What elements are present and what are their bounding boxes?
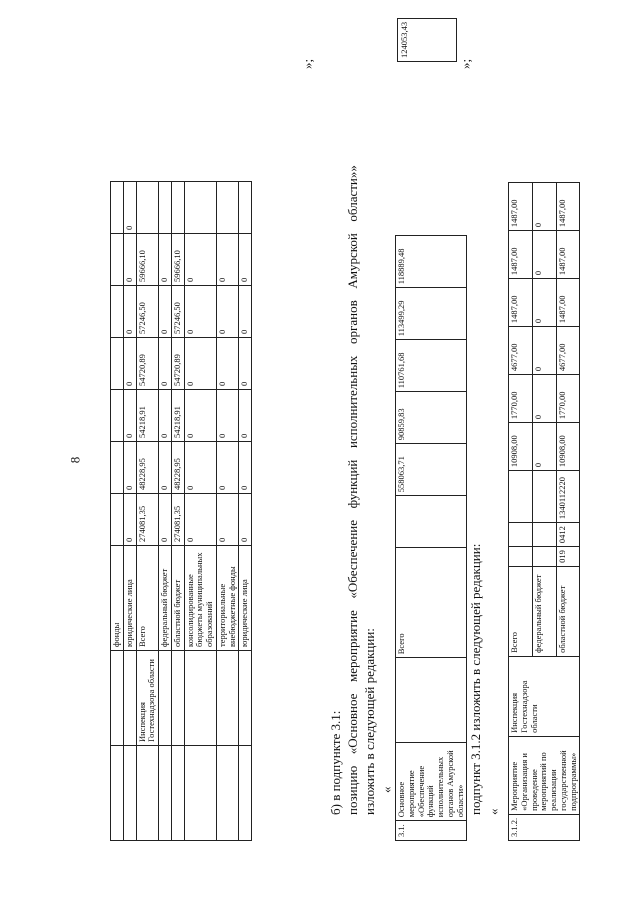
value-cell — [159, 182, 172, 234]
source-cell: Всего — [136, 546, 159, 651]
value-cell: 4677,00 — [556, 327, 580, 375]
value-cell: 0 — [123, 182, 136, 234]
value-cell: 0 — [159, 234, 172, 286]
word: «Основное — [345, 693, 360, 755]
value-cell: 0 — [159, 494, 172, 546]
table-row — [216, 182, 239, 841]
value-cell: 54218,91 — [136, 390, 159, 442]
value-cell: 59666,10 — [171, 234, 184, 286]
value-cell: 57246,50 — [171, 286, 184, 338]
value-cell: 0 — [239, 286, 252, 338]
value-cell: 0 — [123, 234, 136, 286]
value-cell: 0 — [216, 338, 239, 390]
value-cell: 0 — [123, 286, 136, 338]
value-cell: 10908,00 — [556, 423, 580, 471]
source-cell: территориальные внебюджетные фонды — [216, 546, 239, 651]
value-cell — [111, 234, 124, 286]
value-cell — [136, 182, 159, 234]
budget-code-cell — [532, 523, 556, 547]
value-cell: 113499,29 — [396, 288, 467, 340]
source-cell: юридические лица — [239, 546, 252, 651]
open-quote: « — [486, 808, 501, 815]
table-row — [509, 183, 533, 841]
value-cell: 0 — [123, 442, 136, 494]
edit-instruction-text: изложить в следующей редакции: — [362, 628, 377, 815]
value-cell: 0 — [184, 390, 216, 442]
source-cell: консолидированные бюджеты муниципальных образований — [184, 546, 216, 651]
table-row — [123, 182, 136, 841]
budget-code-cell — [509, 547, 533, 567]
value-cell: 558063,71 — [396, 444, 467, 496]
value-cell: 0 — [123, 494, 136, 546]
value-cell: 1487,00 — [556, 231, 580, 279]
source-cell: федеральный бюджет — [159, 546, 172, 651]
table-row — [136, 182, 159, 841]
source-cell: юридические лица — [123, 546, 136, 651]
executor-cell — [184, 651, 216, 746]
value-cell: 1487,00 — [509, 279, 533, 327]
table-budget-continuation — [110, 181, 252, 841]
table-row — [184, 182, 216, 841]
word: области»» — [345, 165, 360, 222]
value-cell — [396, 496, 467, 548]
value-cell: 57246,50 — [136, 286, 159, 338]
executor-cell — [216, 651, 239, 746]
value-cell: 0 — [532, 183, 556, 231]
executor-cell — [123, 651, 136, 746]
value-cell: 0 — [239, 494, 252, 546]
page-number: 8 — [67, 456, 83, 464]
value-cell: 110761,68 — [396, 340, 467, 392]
source-cell: областной бюджет — [171, 546, 184, 651]
value-cell: 0 — [532, 423, 556, 471]
table-row — [396, 236, 467, 841]
value-cell: 48228,95 — [171, 442, 184, 494]
word: Амурской — [345, 233, 360, 289]
value-cell: 59666,10 — [136, 234, 159, 286]
value-cell: 54720,89 — [136, 338, 159, 390]
row-number: 3.1.2. — [509, 814, 580, 840]
value-cell: 0 — [184, 494, 216, 546]
value-cell — [111, 494, 124, 546]
value-cell: 48228,95 — [136, 442, 159, 494]
table-row — [111, 182, 124, 841]
word: мероприятие — [345, 610, 360, 682]
executor-cell: Инспекция Гостехнадзора области — [509, 656, 580, 736]
open-quote: « — [379, 786, 394, 793]
value-cell: 54720,89 — [171, 338, 184, 390]
item-b-text: б) в подпункте 3.1: — [328, 710, 343, 815]
value-cell: 1487,00 — [509, 183, 533, 231]
value-cell: 0 — [532, 327, 556, 375]
value-cell: 0 — [184, 286, 216, 338]
measure-name: Мероприятие «Организация и проведение мероприятий по реализации государственной подпрограммы» — [509, 736, 580, 814]
source-cell: Всего — [509, 566, 533, 656]
table-measure-3-1 — [395, 235, 467, 841]
budget-code-cell — [532, 471, 556, 523]
position-text-line — [345, 165, 361, 815]
executor-cell — [159, 651, 172, 746]
value-cell: 0 — [184, 234, 216, 286]
value-cell: 1487,00 — [556, 279, 580, 327]
blank-cell — [123, 746, 136, 841]
value-cell: 0 — [216, 286, 239, 338]
value-cell: 0 — [159, 338, 172, 390]
value-cell: 124053,43 — [397, 18, 457, 62]
value-cell: 0 — [239, 338, 252, 390]
value-cell: 0 — [159, 390, 172, 442]
value-cell: 1770,00 — [556, 375, 580, 423]
value-cell: 90859,83 — [396, 392, 467, 444]
value-cell: 274081,35 — [171, 494, 184, 546]
source-cell: федеральный бюджет — [532, 566, 556, 656]
value-cell: 0 — [239, 442, 252, 494]
value-cell: 0 — [239, 234, 252, 286]
executor-cell — [239, 651, 252, 746]
value-cell — [171, 182, 184, 234]
value-cell — [111, 390, 124, 442]
executor-cell — [171, 651, 184, 746]
value-cell: 0 — [123, 390, 136, 442]
blank-cell — [111, 746, 124, 841]
blank-cell — [239, 746, 252, 841]
value-cell: 0 — [532, 231, 556, 279]
budget-code-cell: 019 — [556, 547, 580, 567]
executor-cell: Инспекция Гостехнадзора области — [136, 651, 159, 746]
close-quote: »; — [458, 58, 473, 69]
value-cell: 0 — [216, 442, 239, 494]
value-cell: 0 — [159, 286, 172, 338]
measure-name: Основное мероприятие «Обеспечение функций исполнительных органов Амурской области» — [396, 743, 467, 821]
executor-cell — [111, 651, 124, 746]
value-cell: 0 — [216, 234, 239, 286]
budget-code-cell: 0412 — [556, 523, 580, 547]
value-cell — [111, 338, 124, 390]
word: позицию — [345, 765, 360, 815]
table-row — [239, 182, 252, 841]
blank-cell — [136, 746, 159, 841]
value-cell: 0 — [532, 279, 556, 327]
value-cell: 1770,00 — [509, 375, 533, 423]
value-cell — [111, 286, 124, 338]
value-cell: 1487,00 — [556, 183, 580, 231]
value-cell: 0 — [216, 494, 239, 546]
value-cell: 0 — [239, 390, 252, 442]
value-cell: 10908,00 — [509, 423, 533, 471]
value-cell: 0 — [216, 390, 239, 442]
close-quote: »; — [300, 58, 315, 69]
value-cell — [111, 182, 124, 234]
word: функций — [345, 459, 360, 509]
value-cell — [216, 182, 239, 234]
budget-code-cell: 1340112220 — [556, 471, 580, 523]
value-cell: 0 — [184, 442, 216, 494]
blank-cell — [216, 746, 239, 841]
blank-cell — [184, 746, 216, 841]
budget-code-cell — [509, 471, 533, 523]
blank-cell — [159, 746, 172, 841]
row-number: 3.1. — [396, 821, 467, 841]
word: исполнительных — [345, 355, 360, 449]
value-cell: 118889,48 — [396, 236, 467, 288]
table-row — [159, 182, 172, 841]
value-cell: 0 — [532, 375, 556, 423]
value-cell — [239, 182, 252, 234]
source-cell: Всего — [396, 548, 467, 658]
value-cell: 1487,00 — [509, 231, 533, 279]
word: органов — [345, 300, 360, 344]
value-cell — [184, 182, 216, 234]
subitem-312-text: подпункт 3.1.2 изложить в следующей редакции: — [468, 543, 483, 815]
value-cell: 0 — [159, 442, 172, 494]
budget-code-cell — [509, 523, 533, 547]
table-row — [171, 182, 184, 841]
executor-cell — [396, 658, 467, 743]
budget-code-cell — [532, 547, 556, 567]
value-cell: 0 — [184, 338, 216, 390]
word: «Обеспечение — [345, 519, 360, 599]
value-cell: 4677,00 — [509, 327, 533, 375]
value-cell: 54218,91 — [171, 390, 184, 442]
blank-cell — [171, 746, 184, 841]
source-cell: областной бюджет — [556, 566, 580, 656]
source-cell: фонды — [111, 546, 124, 651]
value-cell: 274081,35 — [136, 494, 159, 546]
value-cell — [111, 442, 124, 494]
table-measure-3-1-2 — [508, 182, 580, 841]
value-cell: 0 — [123, 338, 136, 390]
